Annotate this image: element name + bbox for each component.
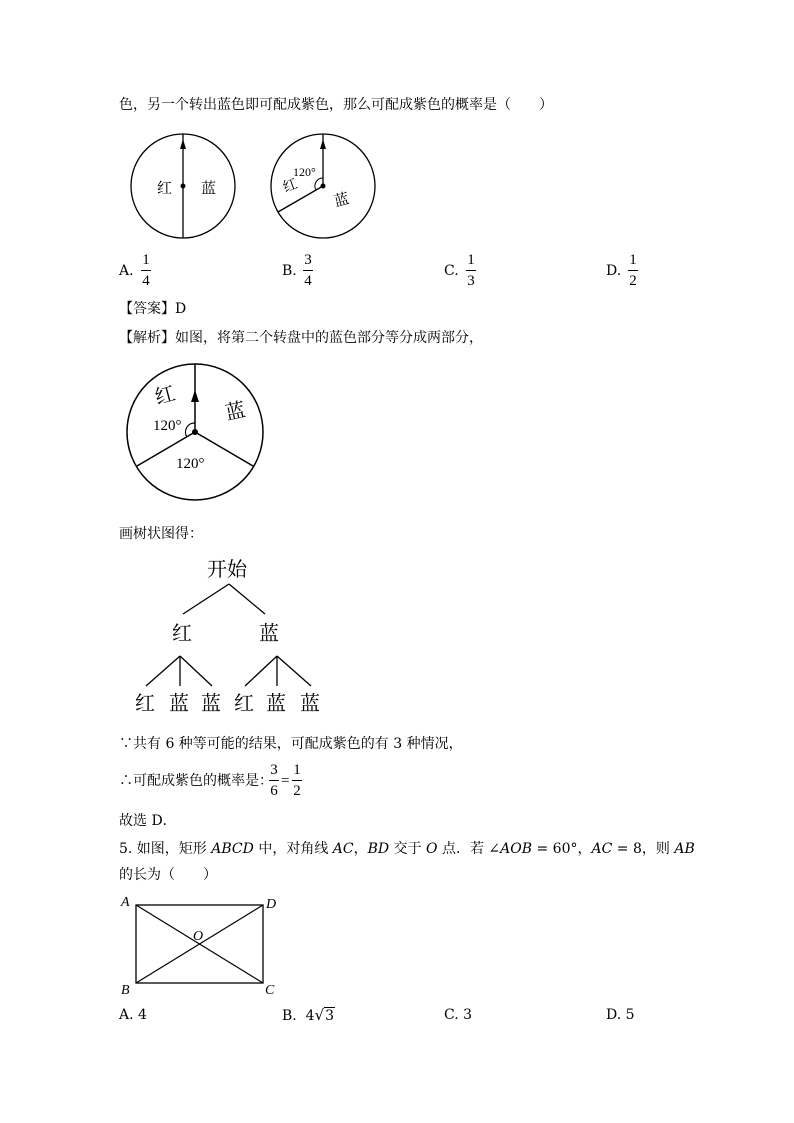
option-letter: A.	[119, 263, 134, 279]
spinner-3	[127, 364, 263, 500]
vertex-C: C	[265, 983, 275, 998]
q5-option-c[interactable]: C. 3	[444, 1007, 473, 1023]
spinner-2-angle-label: 120°	[293, 165, 316, 179]
conclusion-2: ∴可配成紫色的概率是：	[119, 773, 273, 789]
sqrt-icon: √	[314, 1006, 325, 1024]
tree-leaf: 蓝	[201, 691, 221, 715]
tree-diagram	[135, 557, 320, 715]
tree-leaf: 红	[135, 691, 155, 715]
option-fraction: 1 2	[629, 252, 637, 289]
tree-leaf: 蓝	[266, 691, 286, 715]
conclusion-1: ∵共有 6 种等可能的结果，可配成紫色的有 3 种情况，	[119, 736, 463, 752]
pointer-arrow-icon	[180, 139, 186, 149]
tree-root: 开始	[207, 557, 247, 581]
tree-level1-red: 红	[172, 621, 192, 645]
tree-leaf: 红	[234, 691, 254, 715]
equals-sign: =	[281, 773, 290, 789]
spinner-2-blue-label: 蓝	[331, 189, 352, 211]
option-letter: B.	[282, 263, 297, 279]
probability-fraction-1: 3 6	[270, 762, 278, 799]
pointer-arrow-icon	[320, 139, 326, 149]
option-fraction: 1 3	[467, 252, 475, 289]
spinner-1	[131, 134, 235, 238]
q5-option-a[interactable]: A. 4	[119, 1007, 147, 1023]
spinner-1-red-label: 红	[157, 179, 173, 197]
center-O: O	[193, 929, 204, 944]
q5-option-b[interactable]: B. 4√3	[282, 1006, 335, 1024]
spinner-3-angle-1: 120°	[153, 418, 182, 434]
spinner-3-blue-label: 蓝	[222, 397, 248, 425]
vertex-B: B	[121, 983, 130, 998]
pointer-arrow-icon	[191, 390, 199, 402]
vertex-D: D	[266, 897, 277, 912]
vertex-A: A	[121, 895, 130, 910]
spinner-2-red-label: 红	[281, 176, 300, 196]
question-5-stem: 5. 如图，矩形 ABCD 中，对角线 AC，BD 交于 O 点．若 ∠AOB = 60°，AC = 8，则 AB	[119, 841, 695, 857]
tree-level1-blue: 蓝	[259, 621, 279, 645]
rectangle-figure	[120, 895, 276, 998]
answer-label: 【答案】D	[119, 301, 187, 317]
question-4-stem: 色，另一个转出蓝色即可配成紫色，那么可配成紫色的概率是（ ）	[119, 97, 553, 113]
option-letter: D.	[606, 263, 622, 279]
probability-fraction-2: 1 2	[293, 762, 301, 799]
spinner-1-blue-label: 蓝	[201, 179, 217, 197]
option-fraction: 3 4	[304, 252, 312, 289]
analysis-label: 【解析】如图，将第二个转盘中的蓝色部分等分成两部分，	[119, 330, 483, 346]
option-fraction: 1 4	[142, 252, 150, 289]
spinner-2	[271, 134, 375, 238]
q5-option-d[interactable]: D. 5	[606, 1007, 635, 1023]
tree-leaf: 蓝	[300, 691, 320, 715]
spinner-3-angle-2: 120°	[176, 456, 205, 472]
option-letter: C.	[444, 263, 459, 279]
spinner-3-red-label: 红	[152, 380, 178, 410]
question-5-stem-line2: 的长为（ ）	[119, 867, 217, 883]
tree-intro: 画树状图得：	[119, 526, 203, 542]
choose-d: 故选 D．	[119, 813, 177, 829]
tree-leaf: 蓝	[169, 691, 189, 715]
